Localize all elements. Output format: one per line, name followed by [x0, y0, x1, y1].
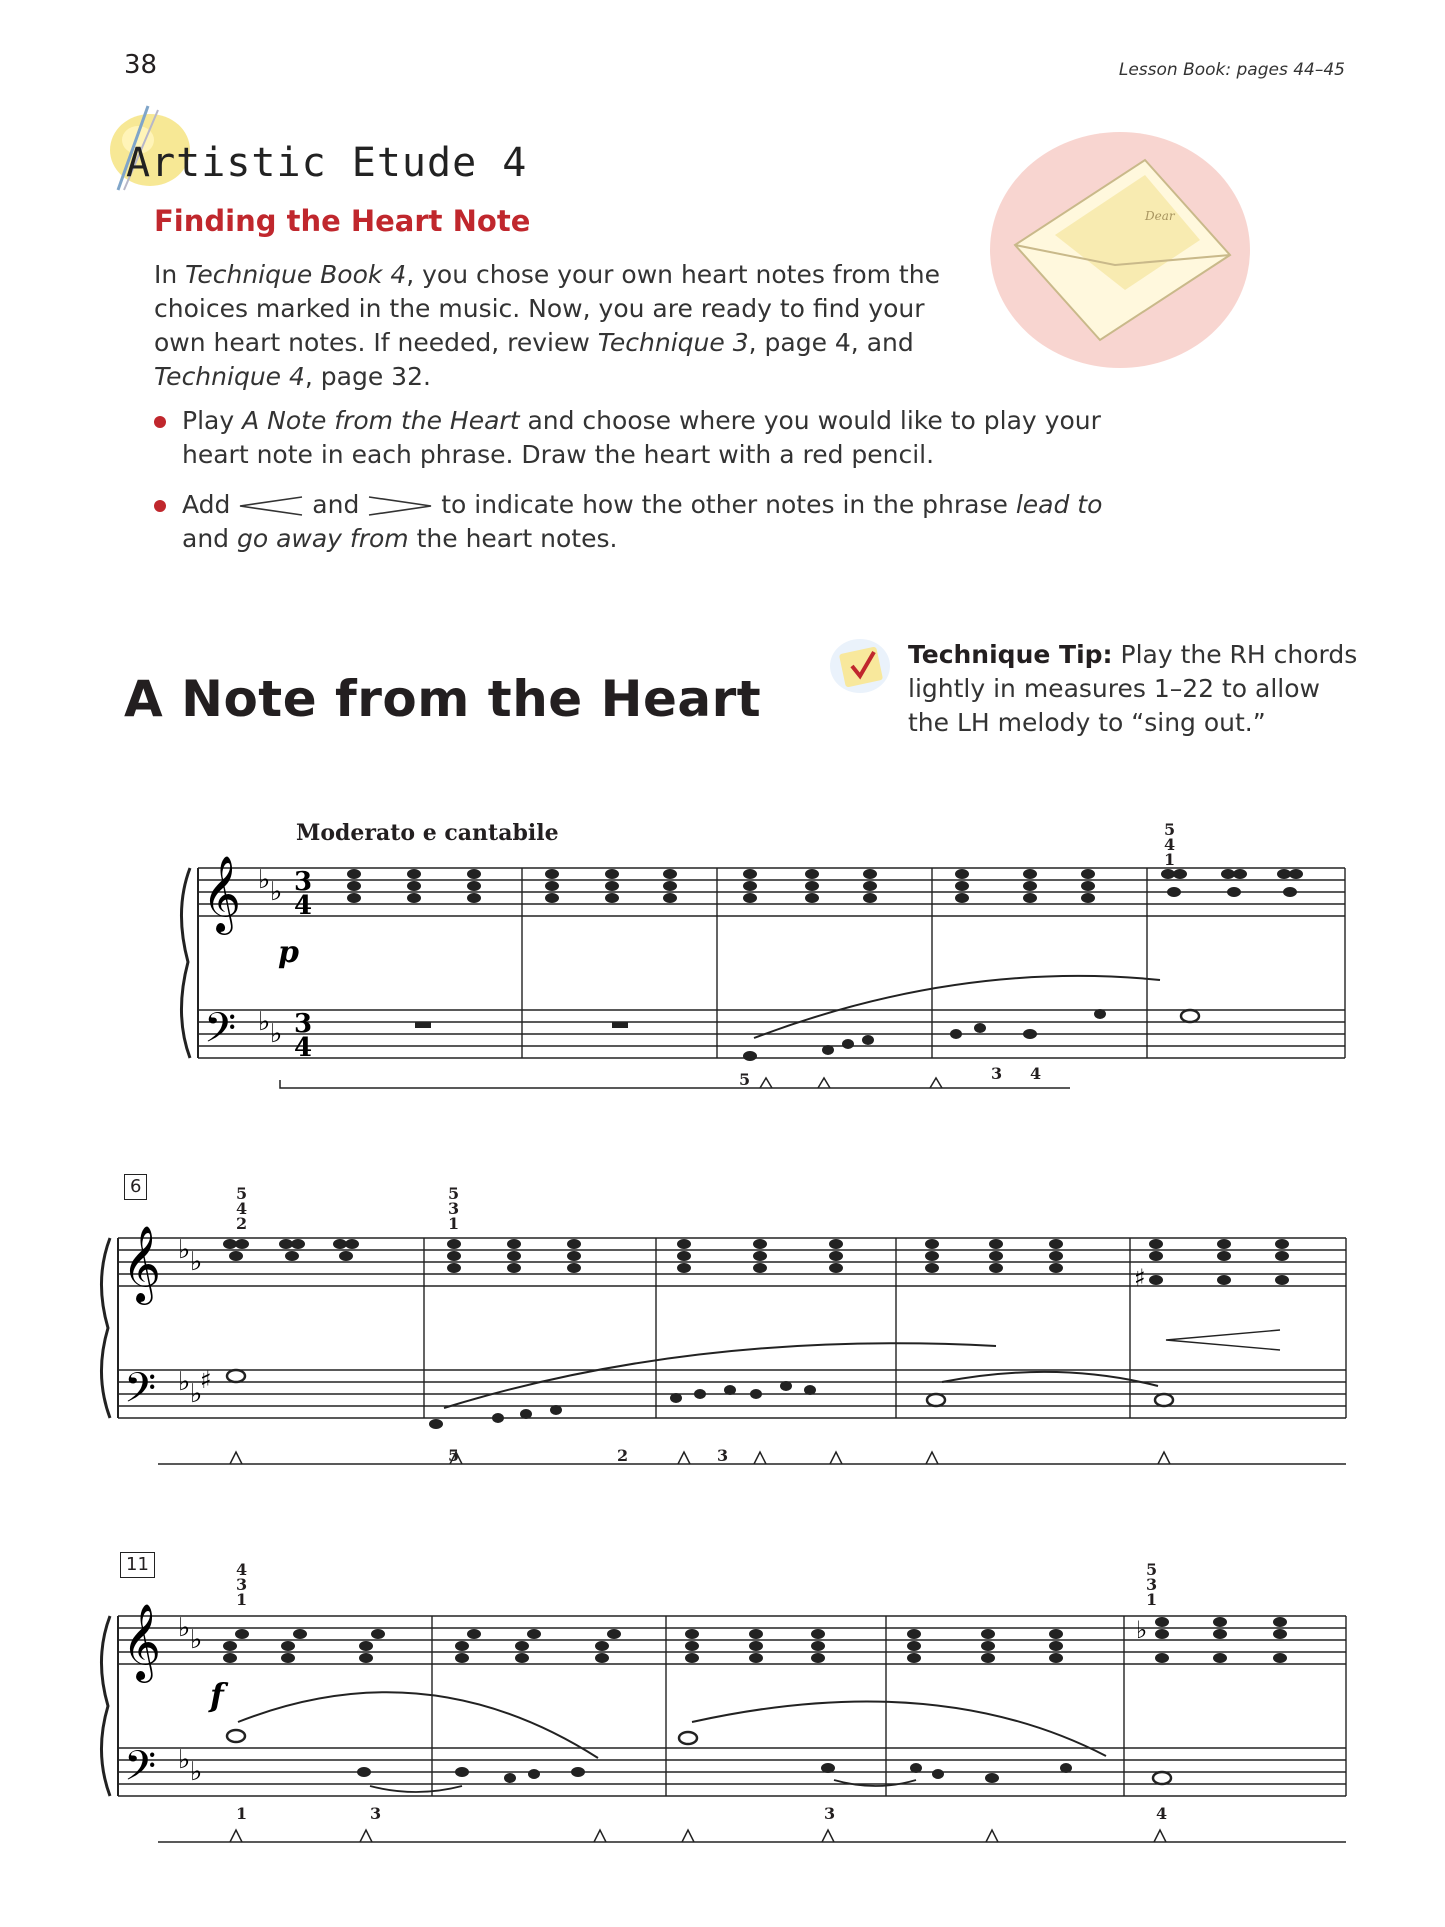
tempo-marking: Moderato e cantabile	[296, 820, 559, 846]
bullet-text: and	[182, 524, 237, 553]
bullet-emph: lead to	[1015, 490, 1103, 519]
fingering: 1	[236, 1804, 248, 1823]
fingering: 5 3 1	[1146, 1560, 1158, 1609]
fingering: 3	[370, 1804, 382, 1823]
bass-clef: 𝄢	[124, 1364, 157, 1422]
key-signature: ♭	[258, 865, 271, 895]
bullet-text: and choose where you would like to play your heart note in each phrase. Draw the heart with a red pencil.	[182, 406, 1101, 469]
dynamic-p: p	[278, 935, 299, 970]
intro-text: , page 32.	[304, 362, 431, 391]
bullet-item	[154, 404, 1104, 472]
page-number: 38	[124, 50, 158, 80]
treble-clef: 𝄞	[202, 855, 242, 932]
brace	[181, 868, 190, 1058]
key-signature: ♭	[178, 1367, 191, 1397]
lesson-reference: Lesson Book: pages 44–45	[1118, 60, 1345, 80]
key-signature: ♭	[190, 1379, 203, 1409]
time-signature: 3	[294, 1009, 313, 1039]
crescendo-icon	[238, 495, 304, 517]
key-signature: ♭	[190, 1757, 203, 1787]
tie	[370, 1786, 462, 1792]
crescendo-hairpin	[1166, 1330, 1280, 1350]
fingering: 5	[448, 1446, 460, 1465]
intro-text: In	[154, 260, 186, 289]
tip-text: Play the RH chords lightly in measures 1–22 to allow the LH melody to “sing out.”	[908, 640, 1358, 737]
tie	[834, 1780, 916, 1786]
bullet-emph: A Note from the Heart	[242, 406, 520, 435]
intro-text: , page 4, and	[748, 328, 914, 357]
flat-sign: ♭	[1136, 1616, 1148, 1644]
key-signature: ♭	[190, 1247, 203, 1277]
fingering: 5 4 1	[1164, 820, 1176, 869]
fingering: 4	[1156, 1804, 1168, 1823]
music-system-3	[96, 1598, 1360, 1858]
time-signature: 4	[294, 1033, 313, 1063]
svg-text:Dear: Dear	[1145, 209, 1175, 223]
checkmark-note-icon	[828, 636, 894, 696]
intro-emph: Technique Book 4	[185, 260, 407, 289]
envelope-illustration	[985, 125, 1255, 380]
tie	[942, 1372, 1158, 1386]
bullet-text: Add	[182, 490, 239, 519]
fingering: 3	[824, 1804, 836, 1823]
fingering: 3	[717, 1446, 729, 1465]
treble-clef: 𝄞	[122, 1225, 162, 1302]
bullet-item	[154, 488, 1104, 556]
measure-number: 6	[124, 1174, 147, 1200]
phrase-slur	[444, 1343, 996, 1408]
key-signature: ♭	[270, 877, 283, 907]
treble-clef: 𝄞	[122, 1603, 162, 1680]
key-signature: ♭	[258, 1007, 271, 1037]
sharp-sign: ♯	[1134, 1264, 1146, 1292]
bullet-text: Play	[182, 406, 243, 435]
bass-clef: 𝄢	[124, 1742, 157, 1800]
key-signature: ♭	[190, 1625, 203, 1655]
etude-title: Artistic Etude 4	[126, 140, 528, 186]
decrescendo-icon	[367, 495, 433, 517]
fingering: 3	[991, 1064, 1003, 1083]
intro-emph: Technique 4	[154, 362, 305, 391]
sharp-sign: ♯	[200, 1366, 212, 1394]
tip-label: Technique Tip:	[908, 640, 1113, 669]
bullet-dot	[154, 500, 166, 512]
key-signature: ♭	[178, 1235, 191, 1265]
fingering: 2	[617, 1446, 629, 1465]
intro-paragraph	[154, 258, 984, 394]
key-signature: ♭	[178, 1745, 191, 1775]
music-system-1	[160, 850, 1360, 1110]
bullet-text: and	[304, 490, 368, 519]
time-signature: 4	[294, 891, 313, 921]
time-signature: 3	[294, 867, 313, 897]
fingering: 5 4 2	[236, 1184, 248, 1233]
measure-number: 11	[120, 1552, 155, 1578]
key-signature: ♭	[270, 1019, 283, 1049]
song-title: A Note from the Heart	[124, 670, 762, 728]
fingering: 4 3 1	[236, 1560, 248, 1609]
bass-clef: 𝄢	[204, 1004, 237, 1062]
fingering: 5 3 1	[448, 1184, 460, 1233]
intro-emph: Technique 3	[597, 328, 749, 357]
bullet-emph: go away from	[236, 524, 409, 553]
intro-text: , you chose your own heart notes from the choices marked in the music. Now, you are ready to find your own heart notes. If needed, review	[154, 260, 940, 357]
phrase-slur	[754, 976, 1160, 1038]
fingering: 5	[739, 1070, 751, 1089]
dynamic-f: f	[210, 1676, 224, 1714]
bullet-dot	[154, 416, 166, 428]
brace	[101, 1616, 110, 1796]
section-subtitle: Finding the Heart Note	[154, 204, 531, 238]
technique-tip	[908, 638, 1358, 740]
brace	[101, 1238, 110, 1418]
fingering: 4	[1030, 1064, 1042, 1083]
bullet-text: the heart notes.	[408, 524, 618, 553]
bullet-text: to indicate how the other notes in the phrase	[433, 490, 1016, 519]
key-signature: ♭	[178, 1613, 191, 1643]
